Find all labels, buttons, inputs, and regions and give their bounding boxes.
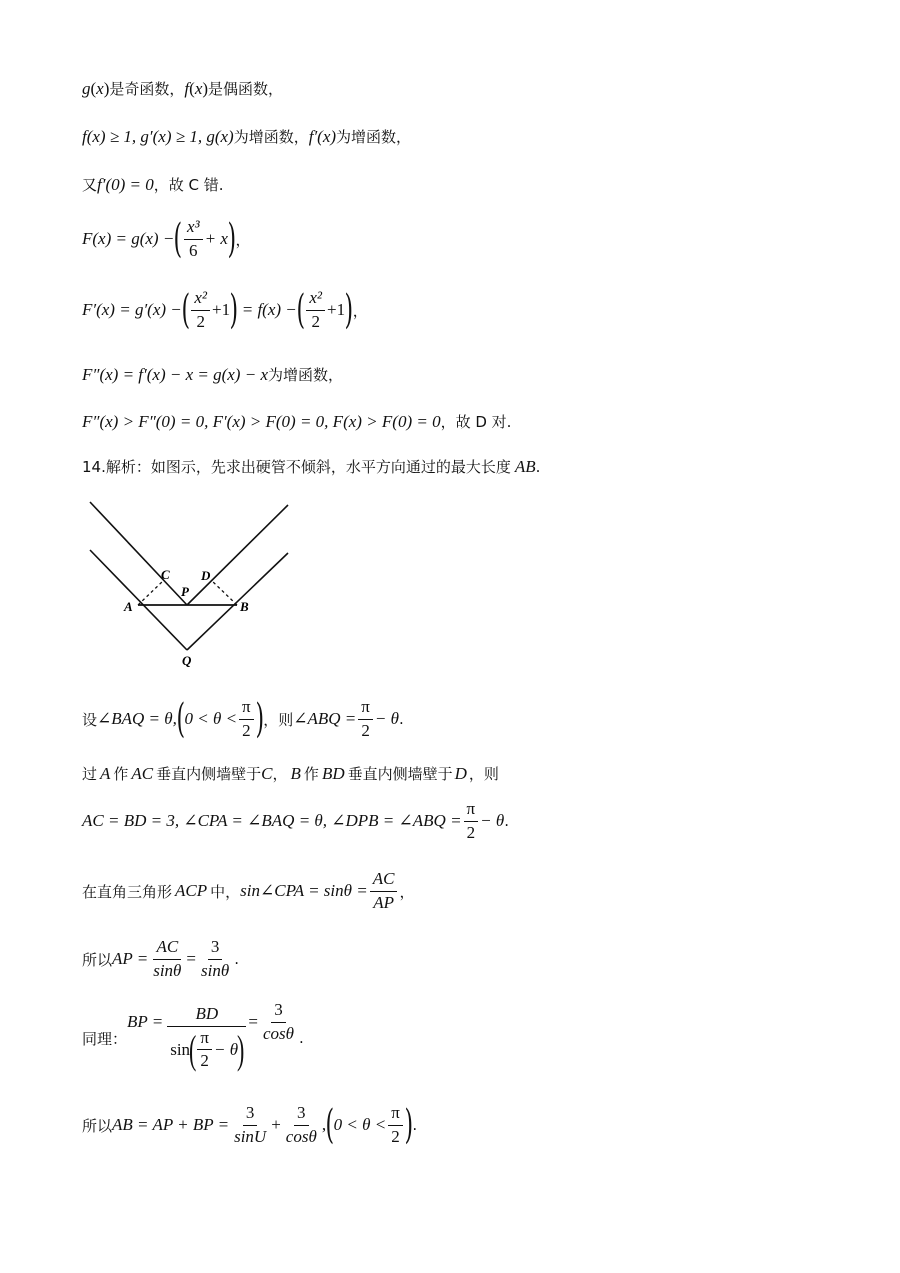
paren: (x) [189, 78, 209, 98]
label-d: D [201, 568, 211, 583]
label-q: Q [182, 653, 192, 668]
denominator: 2 [311, 311, 320, 331]
math-expr: − θ [374, 709, 399, 729]
fraction [464, 800, 479, 842]
text: 设 [82, 710, 98, 729]
line-10 [82, 763, 499, 784]
text: . [412, 1116, 418, 1135]
numerator: AC [153, 938, 181, 960]
text: 同理： [82, 1029, 128, 1048]
line-2 [82, 126, 411, 147]
segment-bd [211, 580, 237, 605]
inner-wall-left [90, 550, 187, 650]
math-expr: = f(x) − [241, 300, 297, 320]
math-expr: sin∠CPA = sinθ = [240, 881, 368, 901]
text: . [398, 710, 404, 729]
numerator: π [464, 800, 479, 822]
math-expr: B [290, 763, 301, 783]
math-g: g [82, 78, 91, 98]
denominator: 2 [196, 311, 205, 331]
numerator: 3 [294, 1104, 309, 1126]
denominator: 6 [189, 240, 198, 260]
text: 中， [210, 882, 241, 901]
fraction [184, 218, 203, 260]
label-p: P [181, 584, 189, 599]
math-expr: AB = AP + BP = [112, 1115, 230, 1135]
text: . [535, 457, 541, 476]
numerator: x³ [184, 218, 203, 240]
math-expr: BP = [127, 1012, 164, 1032]
text: 是偶函数， [208, 80, 284, 98]
text: 为增函数， [233, 128, 309, 146]
text: 作 [303, 765, 319, 783]
math-expr: ∠ABQ = [293, 709, 357, 729]
denominator: cosθ [262, 1023, 294, 1043]
math-expr: 0 < θ < [184, 709, 238, 729]
math-expr: ∠BAQ = θ, [97, 709, 177, 729]
denominator: sinθ [201, 960, 230, 980]
sin-text: sin [170, 1039, 191, 1059]
paren-right: ) [404, 1102, 413, 1149]
denominator: 2 [242, 720, 251, 740]
text: ，故 D 对. [440, 413, 512, 431]
equals: = [186, 949, 196, 969]
math-expr: 0 < θ < [333, 1115, 387, 1135]
line-12 [82, 870, 414, 912]
line-5 [82, 287, 368, 334]
math-expr: − θ [213, 1039, 239, 1059]
math-expr: C [261, 763, 273, 783]
paren: (x) [90, 78, 110, 98]
text: ， [352, 301, 368, 320]
line-11 [82, 800, 509, 842]
text: ， [399, 882, 415, 901]
text: ， [235, 230, 251, 249]
line-13 [82, 938, 239, 980]
outer-wall-left [90, 502, 187, 605]
line-9 [82, 696, 404, 743]
line-14 [82, 999, 304, 1072]
math-expr: A [100, 763, 111, 783]
line-15 [82, 1102, 418, 1149]
corridor-figure [80, 495, 300, 670]
paren-left: ( [325, 1102, 335, 1149]
line-1 [82, 78, 283, 99]
denominator: sinU [234, 1126, 267, 1146]
text: 在直角三角形 [82, 882, 173, 901]
line-6 [82, 364, 343, 385]
text: 作 [113, 765, 129, 783]
math-expr: F″(x) > F″(0) = 0, F′(x) > F(0) = 0, F(x) > F(0) = 0 [82, 411, 441, 431]
line-4 [82, 216, 251, 263]
fraction [239, 698, 254, 740]
paren-left: ( [296, 287, 305, 334]
fraction [150, 938, 184, 980]
denominator: 2 [200, 1051, 209, 1071]
text: 所以 [82, 950, 113, 969]
numerator: 3 [208, 938, 223, 960]
fraction [260, 1001, 297, 1043]
math-expr: +1 [212, 300, 231, 320]
paren-right: ) [237, 1026, 245, 1072]
equals: = [248, 1012, 258, 1032]
line-3 [82, 174, 224, 195]
numerator: 3 [243, 1104, 258, 1126]
math-expr: + x [204, 229, 228, 249]
text: 是奇函数， [109, 80, 185, 98]
paren-left: ( [181, 287, 190, 334]
text: 为增函数， [268, 366, 344, 384]
fraction [306, 289, 325, 331]
fraction [231, 1104, 269, 1146]
outer-wall-right [187, 505, 288, 605]
denominator [167, 1027, 246, 1071]
math-expr: AB [514, 456, 536, 476]
text: 垂直内侧墙壁于 [347, 765, 453, 783]
numerator: AC [370, 870, 398, 892]
numerator: x² [191, 289, 210, 311]
text: 所以 [82, 1116, 113, 1135]
fraction [283, 1104, 320, 1146]
fraction [358, 698, 373, 740]
paren-left: ( [173, 216, 183, 263]
numerator: π [388, 1104, 403, 1126]
text: 14.解析：如图示，先求出硬管不倾斜，水平方向通过的最大长度 [82, 458, 511, 476]
numerator: x² [306, 289, 325, 311]
numerator: π [239, 698, 254, 720]
denominator: 2 [466, 822, 476, 842]
plus: + [271, 1115, 281, 1135]
paren-right: ) [255, 696, 264, 743]
text: ， [272, 765, 288, 783]
fraction [370, 870, 398, 912]
math-expr: F′(x) = g′(x) − [82, 300, 182, 320]
numerator: BD [167, 1005, 246, 1027]
denominator: cosθ [285, 1126, 317, 1146]
denominator: sinθ [153, 960, 182, 980]
numerator: π [358, 698, 373, 720]
line-7 [82, 411, 511, 432]
label-c: C [161, 567, 170, 582]
paren-left: ( [176, 696, 185, 743]
label-b: B [240, 599, 249, 614]
denominator: AP [373, 892, 394, 912]
math-expr: f(x) ≥ 1, g′(x) ≥ 1, g(x) [82, 126, 234, 146]
math-expr: AC = BD = 3, ∠CPA = ∠BAQ = θ, ∠DPB = ∠ABQ = [82, 811, 462, 831]
text: 过 [82, 765, 98, 783]
fraction [388, 1104, 403, 1146]
math-expr: ACP [175, 881, 208, 901]
text: . [234, 950, 239, 969]
math-expr: F(x) = g(x) − [82, 229, 175, 249]
fraction [167, 1005, 246, 1071]
text: ，则 [468, 765, 499, 783]
numerator: 3 [271, 1001, 286, 1023]
text: 为增函数， [336, 128, 412, 146]
denominator: 2 [391, 1126, 400, 1146]
math-expr: − θ [480, 811, 505, 831]
text: ，则 [263, 710, 294, 729]
paren-right: ) [229, 287, 239, 334]
text: 又 [82, 176, 98, 194]
text: . [298, 1029, 304, 1048]
math-expr: F″(x) = f′(x) − x = g(x) − x [82, 364, 268, 384]
denominator: 2 [361, 720, 370, 740]
fraction [198, 938, 232, 980]
paren-right: ) [227, 216, 236, 263]
text: 垂直内侧墙壁于 [156, 765, 262, 783]
paren-left: ( [189, 1026, 197, 1072]
segment-ac [138, 580, 164, 605]
text: ，故 C 错. [153, 176, 224, 194]
numerator: π [197, 1029, 212, 1051]
math-expr: AP = [112, 949, 149, 969]
math-expr: D [454, 763, 467, 783]
fraction [191, 289, 210, 331]
math-expr: AC [131, 763, 154, 783]
math-expr: f′(0) = 0 [97, 174, 154, 194]
math-expr: +1 [327, 300, 346, 320]
label-a: A [124, 599, 133, 614]
paren-right: ) [344, 287, 354, 334]
math-f: f [184, 78, 190, 98]
math-expr: f′(x) [308, 126, 337, 146]
text: . [504, 812, 509, 831]
comma: , [321, 1115, 327, 1135]
line-8 [82, 456, 540, 477]
inner-fraction [197, 1029, 212, 1071]
math-expr: BD [321, 763, 345, 783]
